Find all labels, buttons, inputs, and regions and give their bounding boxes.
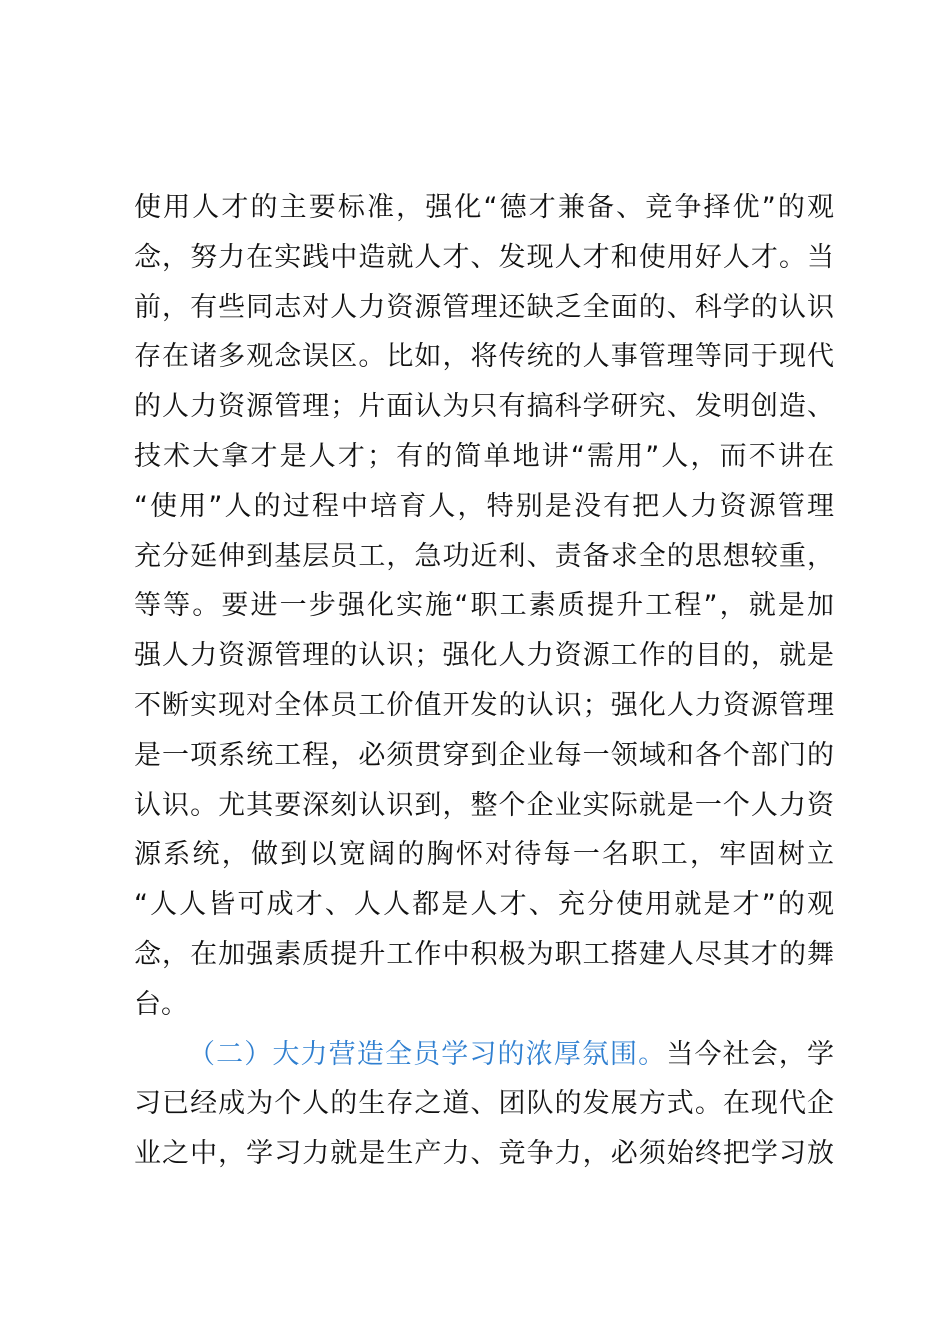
text-line: “人人皆可成才、人人都是人才、充分使用就是才”的观 (134, 889, 834, 921)
text-line (134, 1030, 834, 1080)
text-line: 等等。要进一步强化实施“职工素质提升工程”，就是加 (134, 590, 834, 622)
text-line: 技术大拿才是人才；有的简单地讲“需用”人，而不讲在 (134, 440, 834, 472)
text-line: 的人力资源管理；片面认为只有搞科学研究、发明创造、 (134, 391, 834, 423)
text-line: 台。 (134, 988, 188, 1020)
text-line: 前，有些同志对人力资源管理还缺乏全面的、科学的认识 (134, 291, 834, 323)
document-body (134, 183, 834, 1179)
text-line: 源系统，做到以宽阔的胸怀对待每一名职工，牢固树立 (134, 839, 834, 871)
text-line: “使用”人的过程中培育人，特别是没有把人力资源管理 (134, 490, 834, 522)
section-heading: （二）大力营造全员学习的浓厚氛围。 (188, 1038, 667, 1070)
text-fragment: 当今社会，学 (666, 1038, 835, 1070)
paragraph-2 (134, 1030, 834, 1179)
text-line: 使用人才的主要标准，强化“德才兼备、竞争择优”的观 (134, 192, 834, 223)
paragraph-1 (134, 183, 834, 1030)
text-line: 业之中，学习力就是生产力、竞争力，必须始终把学习放 (134, 1138, 834, 1170)
text-line: 充分延伸到基层员工，急功近利、责备求全的思想较重， (134, 540, 834, 572)
text-line: 是一项系统工程，必须贯穿到企业每一领域和各个部门的 (134, 739, 834, 771)
text-line: 强人力资源管理的认识；强化人力资源工作的目的，就是 (134, 640, 834, 672)
text-line: 念，在加强素质提升工作中积极为职工搭建人尽其才的舞 (134, 938, 834, 970)
text-line: 念，努力在实践中造就人才、发现人才和使用好人才。当 (134, 241, 834, 273)
text-line: 不断实现对全体员工价值开发的认识；强化人力资源管理 (134, 689, 834, 721)
text-line: 认识。尤其要深刻认识到，整个企业实际就是一个人力资 (134, 789, 834, 821)
text-line: 习已经成为个人的生存之道、团队的发展方式。在现代企 (134, 1088, 834, 1120)
text-line: 存在诸多观念误区。比如，将传统的人事管理等同于现代 (134, 341, 834, 373)
